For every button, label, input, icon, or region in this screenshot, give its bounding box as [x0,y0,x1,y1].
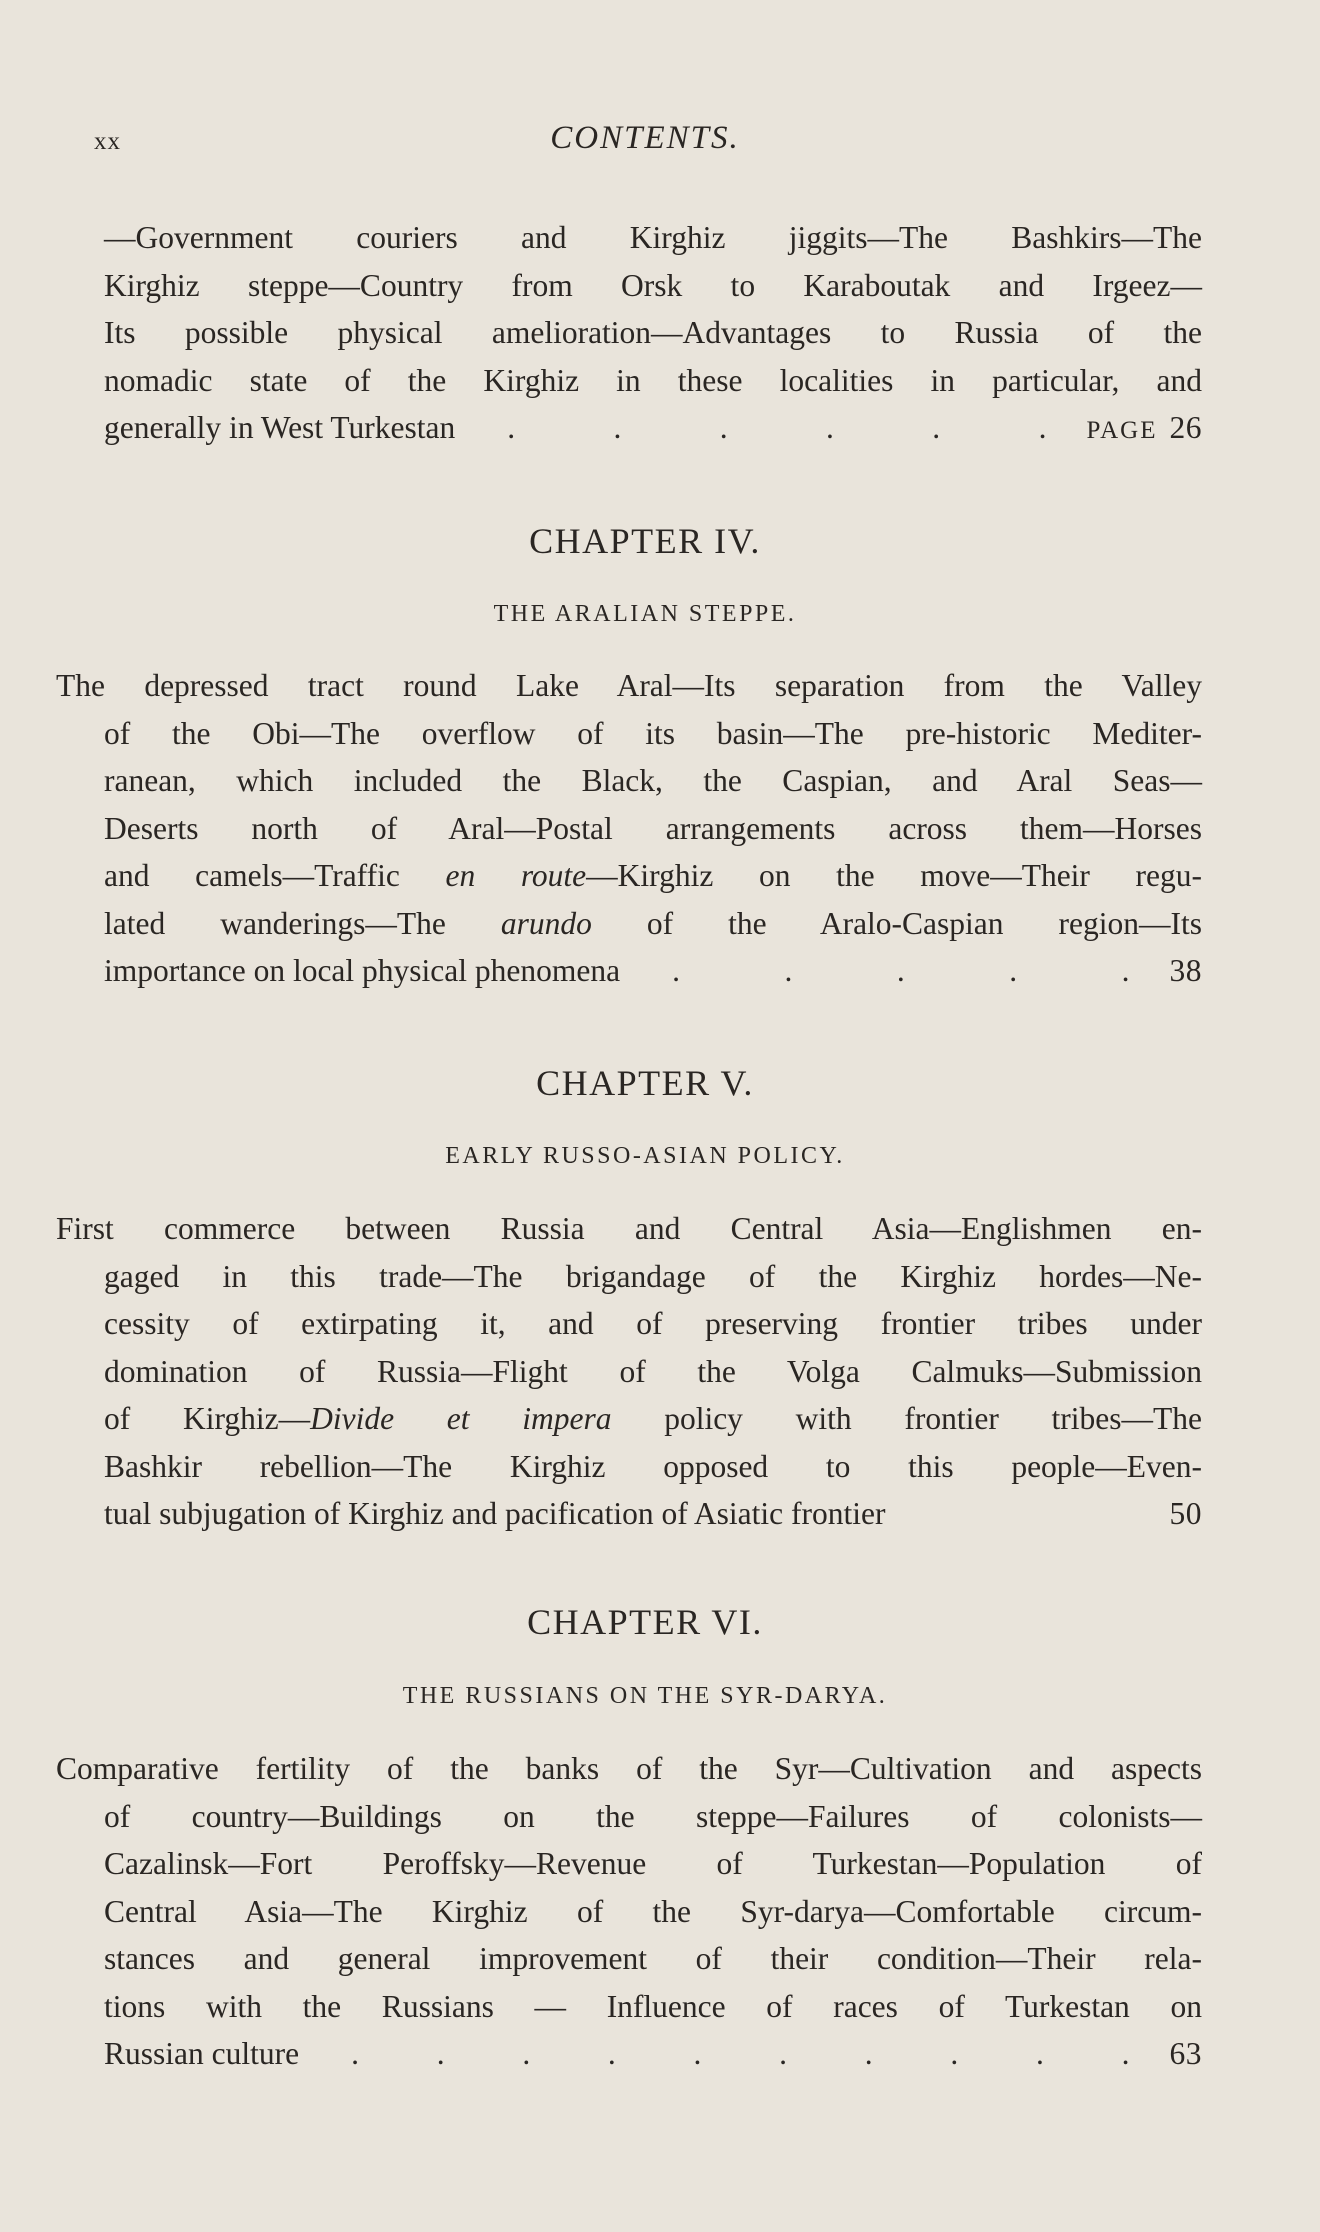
entry-line: cessity of extirpating it, and of preserving frontier tribes under [104,1306,1202,1341]
entry-line: importance on local physical phenomena [104,953,621,988]
entry-line: lated wanderings—The arundo of the Aralo-Caspian region—Its [104,905,1202,941]
page-reference: 38 [1169,953,1202,988]
entry-line: generally in West Turkestan [104,410,456,445]
dot-leader: . . . . . [672,953,1130,988]
page-label: PAGE [1086,417,1158,444]
entry-last-line [56,1490,1202,1538]
running-head [0,120,1320,170]
chapter-4-summary [56,662,1202,995]
entry-text [104,214,1202,455]
dot-leader: . . . . . . [507,410,1047,445]
entry-last-line [104,404,1202,455]
entry-line: Bashkir rebellion—The Kirghiz opposed to this people—Even- [104,1448,1202,1484]
chapter-subheading: THE ARALIAN STEPPE. [493,601,797,627]
entry-last-line [56,2030,1202,2078]
entry-line: gaged in this trade—The brigandage of the Kirghiz hordes—Ne- [104,1258,1202,1294]
page-number: xx [94,128,121,155]
entry-line: Comparative fertility of the banks of the Syr—Cultivation and aspects [56,1751,1202,1786]
page-reference [1087,404,1203,455]
entry-last-line [56,947,1202,995]
entry-line: Its possible physical amelioration—Advantages to Russia of the [104,315,1202,350]
chapter-heading: CHAPTER VI. [527,1602,763,1642]
entry-line: domination of Russia—Flight of the Volga Calmuks—Submission [104,1353,1202,1389]
entry-line: The depressed tract round Lake Aral—Its separation from the Valley [56,668,1202,703]
entry-line: of country—Buildings on the steppe—Failures of colonists— [104,1798,1202,1834]
continued-entry [104,214,1202,455]
entry-line: Cazalinsk—Fort Peroffsky—Revenue of Turkestan—Population of [104,1846,1202,1881]
entry-line: First commerce between Russia and Central Asia—Englishmen en- [56,1211,1202,1246]
italic-phrase: arundo [500,905,592,941]
chapter-heading: CHAPTER IV. [529,521,761,561]
italic-phrase: en route [445,858,587,893]
entry-line: —Government couriers and Kirghiz jiggits—The Bashkirs—The [104,220,1202,255]
entry-line: tual subjugation of Kirghiz and pacification of Asiatic frontier [104,1496,886,1531]
chapter-subheading: THE RUSSIANS ON THE SYR-DARYA. [402,1683,888,1709]
entry-line: ranean, which included the Black, the Caspian, and Aral Seas— [104,763,1202,798]
running-title: CONTENTS. [550,120,740,156]
chapter-6-summary [56,1745,1202,2078]
dot-leader: . . . . . . . . . . [351,2036,1130,2071]
page-value: 26 [1169,410,1202,445]
entry-line: nomadic state of the Kirghiz in these localities in particular, and [104,362,1202,398]
entry-line: and camels—Traffic en route—Kirghiz on the move—Their regu- [104,858,1203,893]
entry-line: stances and general improvement of their condition—Their rela- [104,1941,1202,1976]
page-reference: 50 [1169,1496,1202,1531]
entry-line: Central Asia—The Kirghiz of the Syr-darya—Comfortable circum- [104,1893,1202,1929]
page-reference: 63 [1169,2036,1202,2071]
entry-line: Russian culture [104,2036,300,2071]
italic-phrase: Divide et impera [310,1401,612,1436]
entry-line: of Kirghiz—Divide et impera policy with frontier tribes—The [104,1401,1202,1436]
chapter-5-summary [56,1205,1202,1538]
chapter-subheading: EARLY RUSSO-ASIAN POLICY. [445,1143,845,1169]
entry-line: of the Obi—The overflow of its basin—The pre-historic Mediter- [104,715,1202,751]
chapter-heading: CHAPTER V. [536,1063,754,1103]
entry-line: Kirghiz steppe—Country from Orsk to Karaboutak and Irgeez— [104,267,1202,303]
entry-line: tions with the Russians — Influence of races of Turkestan on [104,1988,1202,2024]
entry-line: Deserts north of Aral—Postal arrangements across them—Horses [104,810,1202,846]
